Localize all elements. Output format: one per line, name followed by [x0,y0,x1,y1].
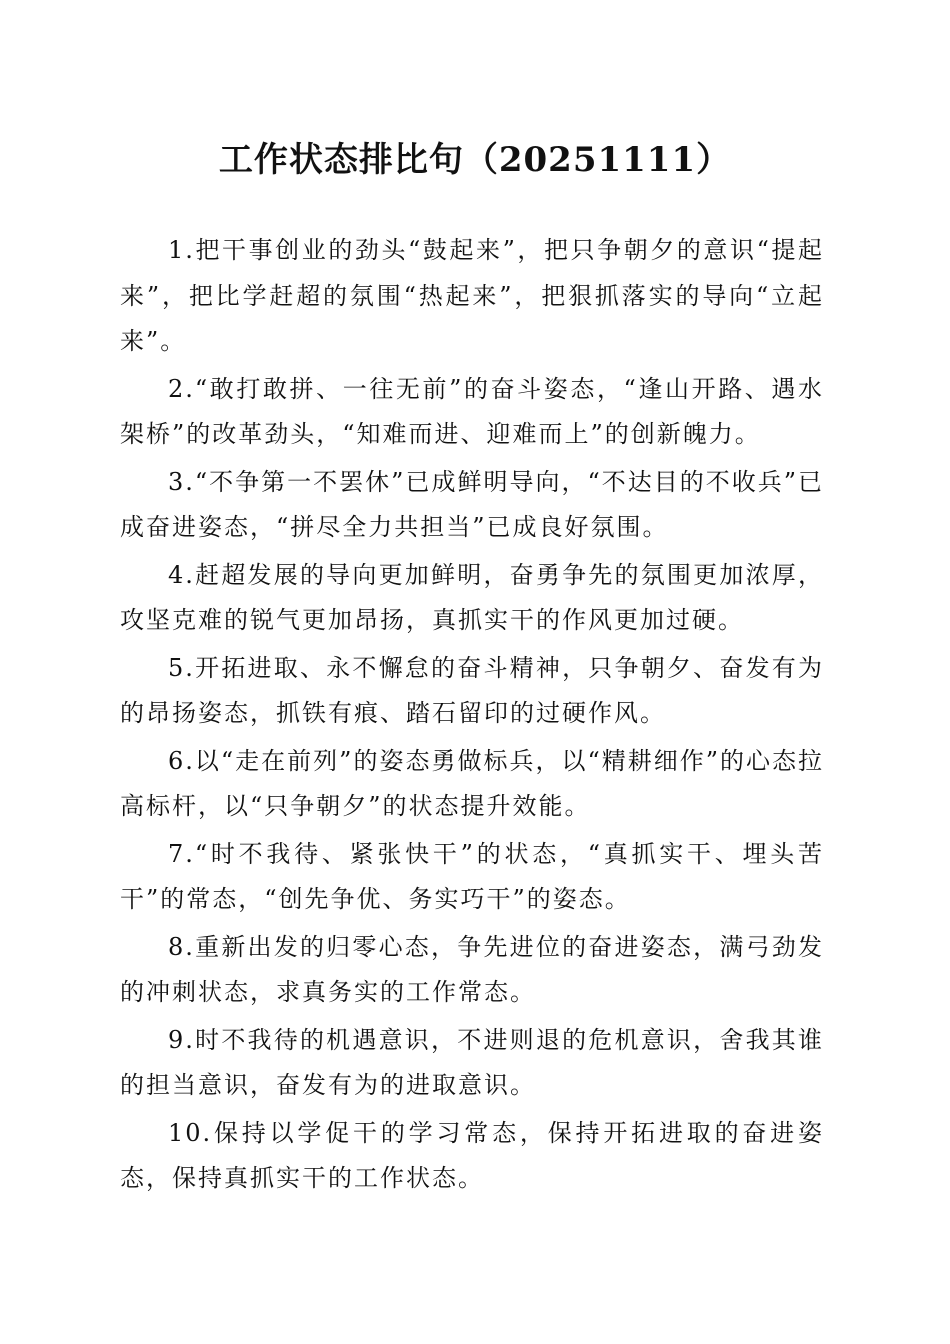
paragraph-1: 1.把干事创业的劲头“鼓起来”，把只争朝夕的意识“提起来”，把比学赶超的氛围“热起来”，把狠抓落实的导向“立起来”。 [120,236,824,355]
paragraph-5: 5.开拓进取、永不懈怠的奋斗精神，只争朝夕、奋发有为的昂扬姿态，抓铁有痕、踏石留印的过硬作风。 [120,653,824,727]
document-title: 工作状态排比句（20251111） [218,140,732,180]
paragraph-4: 4.赶超发展的导向更加鲜明，奋勇争先的氛围更加浓厚，攻坚克难的锐气更加昂扬，真抓实干的作风更加过硬。 [120,560,824,634]
paragraph-3: 3.“不争第一不罢休”已成鲜明导向，“不达目的不收兵”已成奋进姿态，“拼尽全力共担当”已成良好氛围。 [120,467,824,541]
document-body [120,228,824,1204]
paragraph-8: 8.重新出发的归零心态，争先进位的奋进姿态，满弓劲发的冲刺状态，求真务实的工作常态。 [120,932,824,1006]
paragraph-2: 2.“敢打敢拼、一往无前”的奋斗姿态，“逢山开路、遇水架桥”的改革劲头，“知难而进、迎难而上”的创新魄力。 [120,374,824,448]
paragraph-10: 10.保持以学促干的学习常态，保持开拓进取的奋进姿态，保持真抓实干的工作状态。 [120,1118,824,1192]
paragraph-7: 7.“时不我待、紧张快干”的状态，“真抓实干、埋头苦干”的常态，“创先争优、务实巧干”的姿态。 [120,839,824,913]
paragraph-9: 9.时不我待的机遇意识，不进则退的危机意识，舍我其谁的担当意识，奋发有为的进取意识。 [120,1025,824,1099]
paragraph-6: 6.以“走在前列”的姿态勇做标兵，以“精耕细作”的心态拉高标杆，以“只争朝夕”的状态提升效能。 [120,746,824,820]
